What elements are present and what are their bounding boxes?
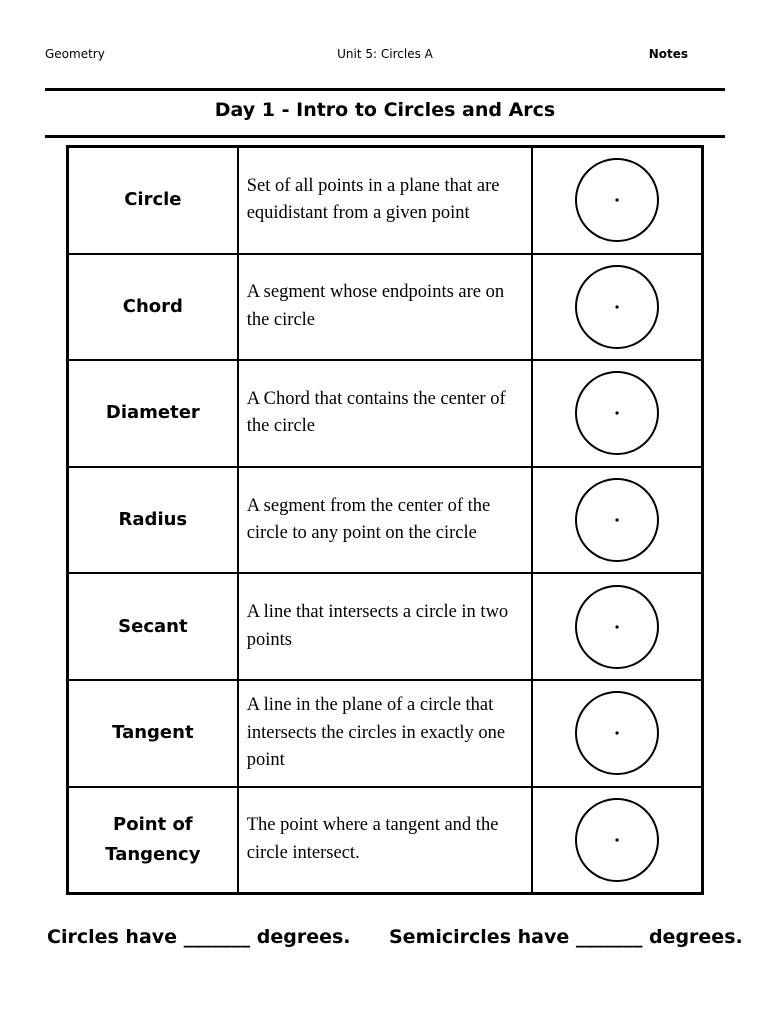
vocabulary-table [66,145,704,895]
table-row [68,573,703,680]
definition-cell: A Chord that contains the center of the circle [238,360,532,467]
term-cell: Circle [68,147,238,254]
table-row [68,467,703,574]
circle-with-center-icon [574,370,660,456]
circle-sketch-cell [532,360,702,467]
circle-with-center-icon [574,264,660,350]
title-bottom-rule [45,135,725,138]
definition-cell: A segment whose endpoints are on the circle [238,254,532,361]
unit-label: Unit 5: Circles A [337,47,433,61]
subject-label: Geometry [45,47,105,61]
circle-with-center-icon [574,797,660,883]
table-row [68,680,703,787]
circle-sketch-cell [532,787,702,894]
circles-degrees-prompt: Circles have _______ degrees. [47,926,351,948]
term-cell: Tangent [68,680,238,787]
term-cell: Point of Tangency [68,787,238,894]
term-cell: Radius [68,467,238,574]
notes-label: Notes [648,47,688,61]
title-top-rule [45,88,725,91]
definition-cell: The point where a tangent and the circle intersect. [238,787,532,894]
circle-sketch-cell [532,573,702,680]
term-cell: Secant [68,573,238,680]
semicircles-degrees-prompt: Semicircles have _______ degrees. [389,926,743,948]
circle-sketch-cell [532,467,702,574]
circle-with-center-icon [574,477,660,563]
definition-cell: A segment from the center of the circle to any point on the circle [238,467,532,574]
definition-cell: A line that intersects a circle in two points [238,573,532,680]
definition-cell: A line in the plane of a circle that intersects the circles in exactly one point [238,680,532,787]
definition-cell: Set of all points in a plane that are equidistant from a given point [238,147,532,254]
term-cell: Chord [68,254,238,361]
circle-sketch-cell [532,254,702,361]
table-row [68,147,703,254]
circle-with-center-icon [574,584,660,670]
table-row [68,254,703,361]
page-title: Day 1 - Intro to Circles and Arcs [214,99,556,121]
term-cell: Diameter [68,360,238,467]
circle-with-center-icon [574,690,660,776]
table-row [68,360,703,467]
circle-sketch-cell [532,147,702,254]
circle-sketch-cell [532,680,702,787]
circle-with-center-icon [574,157,660,243]
table-row [68,787,703,894]
